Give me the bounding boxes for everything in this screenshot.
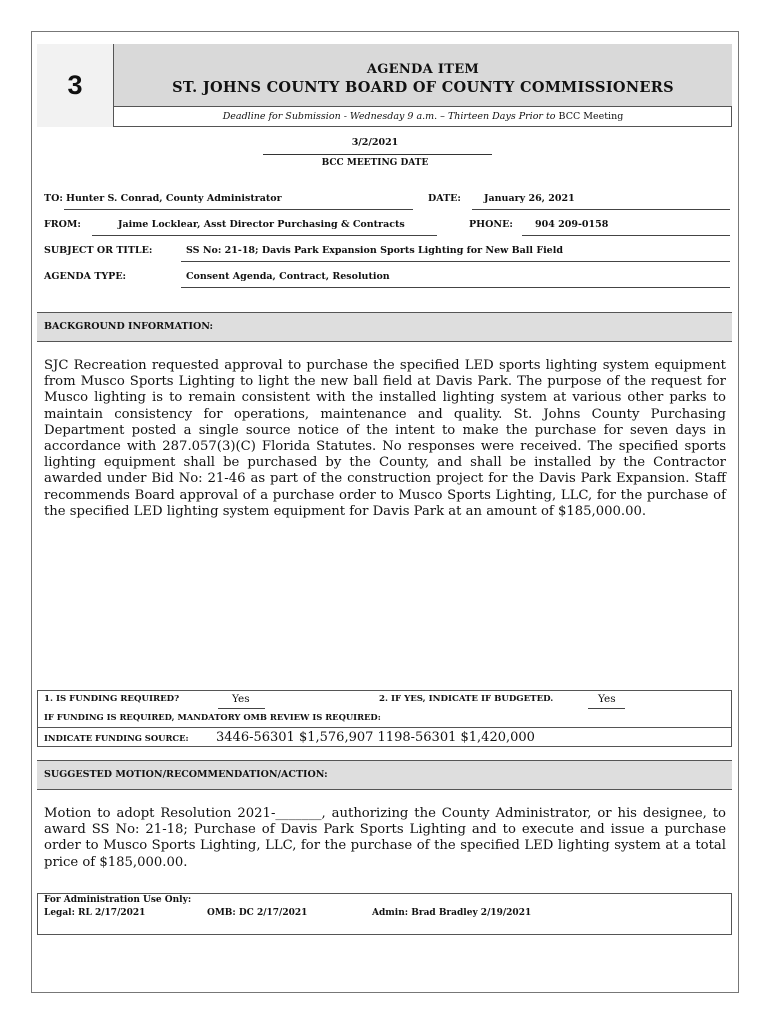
subject-label: SUBJECT OR TITLE:: [44, 245, 153, 256]
from-underline: [92, 235, 437, 236]
legal-signoff: Legal: RL 2/17/2021: [44, 908, 146, 918]
admin-signoff: Admin: Brad Bradley 2/19/2021: [372, 908, 532, 918]
date-label: DATE:: [428, 193, 461, 204]
funding-required-underline: [218, 708, 265, 709]
phone-underline: [522, 235, 730, 236]
to-underline: [64, 209, 413, 210]
budgeted-label: 2. IF YES, INDICATE IF BUDGETED.: [379, 694, 554, 704]
from-value: Jaime Locklear, Asst Director Purchasing & Contracts: [118, 219, 405, 230]
board-title: ST. JOHNS COUNTY BOARD OF COUNTY COMMISSIONERS: [172, 79, 674, 96]
admin-heading: For Administration Use Only:: [44, 895, 192, 905]
agenda-type-label: AGENDA TYPE:: [44, 271, 127, 282]
meeting-date-label: BCC MEETING DATE: [321, 158, 429, 168]
motion-heading: SUGGESTED MOTION/RECOMMENDATION/ACTION:: [37, 760, 732, 790]
meeting-date: 3/2/2021: [351, 137, 399, 148]
submission-deadline: [114, 108, 732, 126]
background-heading: BACKGROUND INFORMATION:: [37, 312, 732, 342]
deadline-text: Deadline for Submission - Wednesday 9 a.m. – Thirteen Days Prior to: [222, 111, 556, 122]
from-label: FROM:: [44, 219, 81, 230]
to-value: Hunter S. Conrad, County Administrator: [66, 193, 282, 204]
date-underline: [472, 209, 730, 210]
subject-underline: [181, 261, 730, 262]
meeting-date-rule: [263, 154, 492, 155]
budgeted-value: Yes: [598, 693, 616, 705]
phone-value: 904 209-0158: [535, 219, 609, 230]
agenda-type-value: Consent Agenda, Contract, Resolution: [186, 271, 390, 282]
funding-source-label: INDICATE FUNDING SOURCE:: [44, 733, 189, 743]
deadline-meeting: BCC Meeting: [558, 111, 624, 122]
subject-value: SS No: 21-18; Davis Park Expansion Sports Lighting for New Ball Field: [186, 245, 563, 256]
funding-required-label: 1. IS FUNDING REQUIRED?: [44, 694, 180, 704]
omb-review-note: IF FUNDING IS REQUIRED, MANDATORY OMB REVIEW IS REQUIRED:: [44, 712, 381, 722]
background-text: SJC Recreation requested approval to purchase the specified LED sports lighting system equipment from Musco Sports Lighting to light the new ball field at Davis Park. The purpose of the request for Musco lighting is to remain consistent with the installed lighting system at various other parks to maintain consistency for operations, maintenance and quality. St. Johns County Purchasing Department posted a single source notice of the intent to make the purchase for seven days in accordance with 287.057(3)(C) Florida Statutes. No responses were received. The specified sports lighting equipment shall be purchased by the County, and shall be installed by the Contractor awarded under Bid No: 21-46 as part of the construction project for the Davis Park Expansion. Staff recommends Board approval of a purchase order to Musco Sports Lighting, LLC, for the purchase of the specified LED lighting system equipment for Davis Park at an amount of $185,000.00.: [44, 358, 726, 519]
to-label: TO:: [44, 193, 63, 204]
funding-source-value: 3446-56301 $1,576,907 1198-56301 $1,420,000: [216, 730, 535, 745]
omb-signoff: OMB: DC 2/17/2021: [207, 908, 308, 918]
motion-text: Motion to adopt Resolution 2021-_______, authorizing the County Administrator, or his designee, to award SS No: 21-18; Purchase of Davis Park Sports Lighting and to execute and issue a purchase order to Musco Sports Lighting, LLC, for the purchase of the specified LED lighting system at a total price of $185,000.00.: [44, 806, 726, 870]
date-value: January 26, 2021: [484, 193, 575, 204]
budgeted-underline: [588, 708, 625, 709]
funding-divider: [37, 727, 732, 728]
agenda-type-underline: [181, 287, 730, 288]
funding-required-value: Yes: [232, 693, 250, 705]
agenda-item-number: 3: [37, 44, 114, 127]
phone-label: PHONE:: [469, 219, 513, 230]
agenda-title: AGENDA ITEM: [366, 62, 480, 77]
